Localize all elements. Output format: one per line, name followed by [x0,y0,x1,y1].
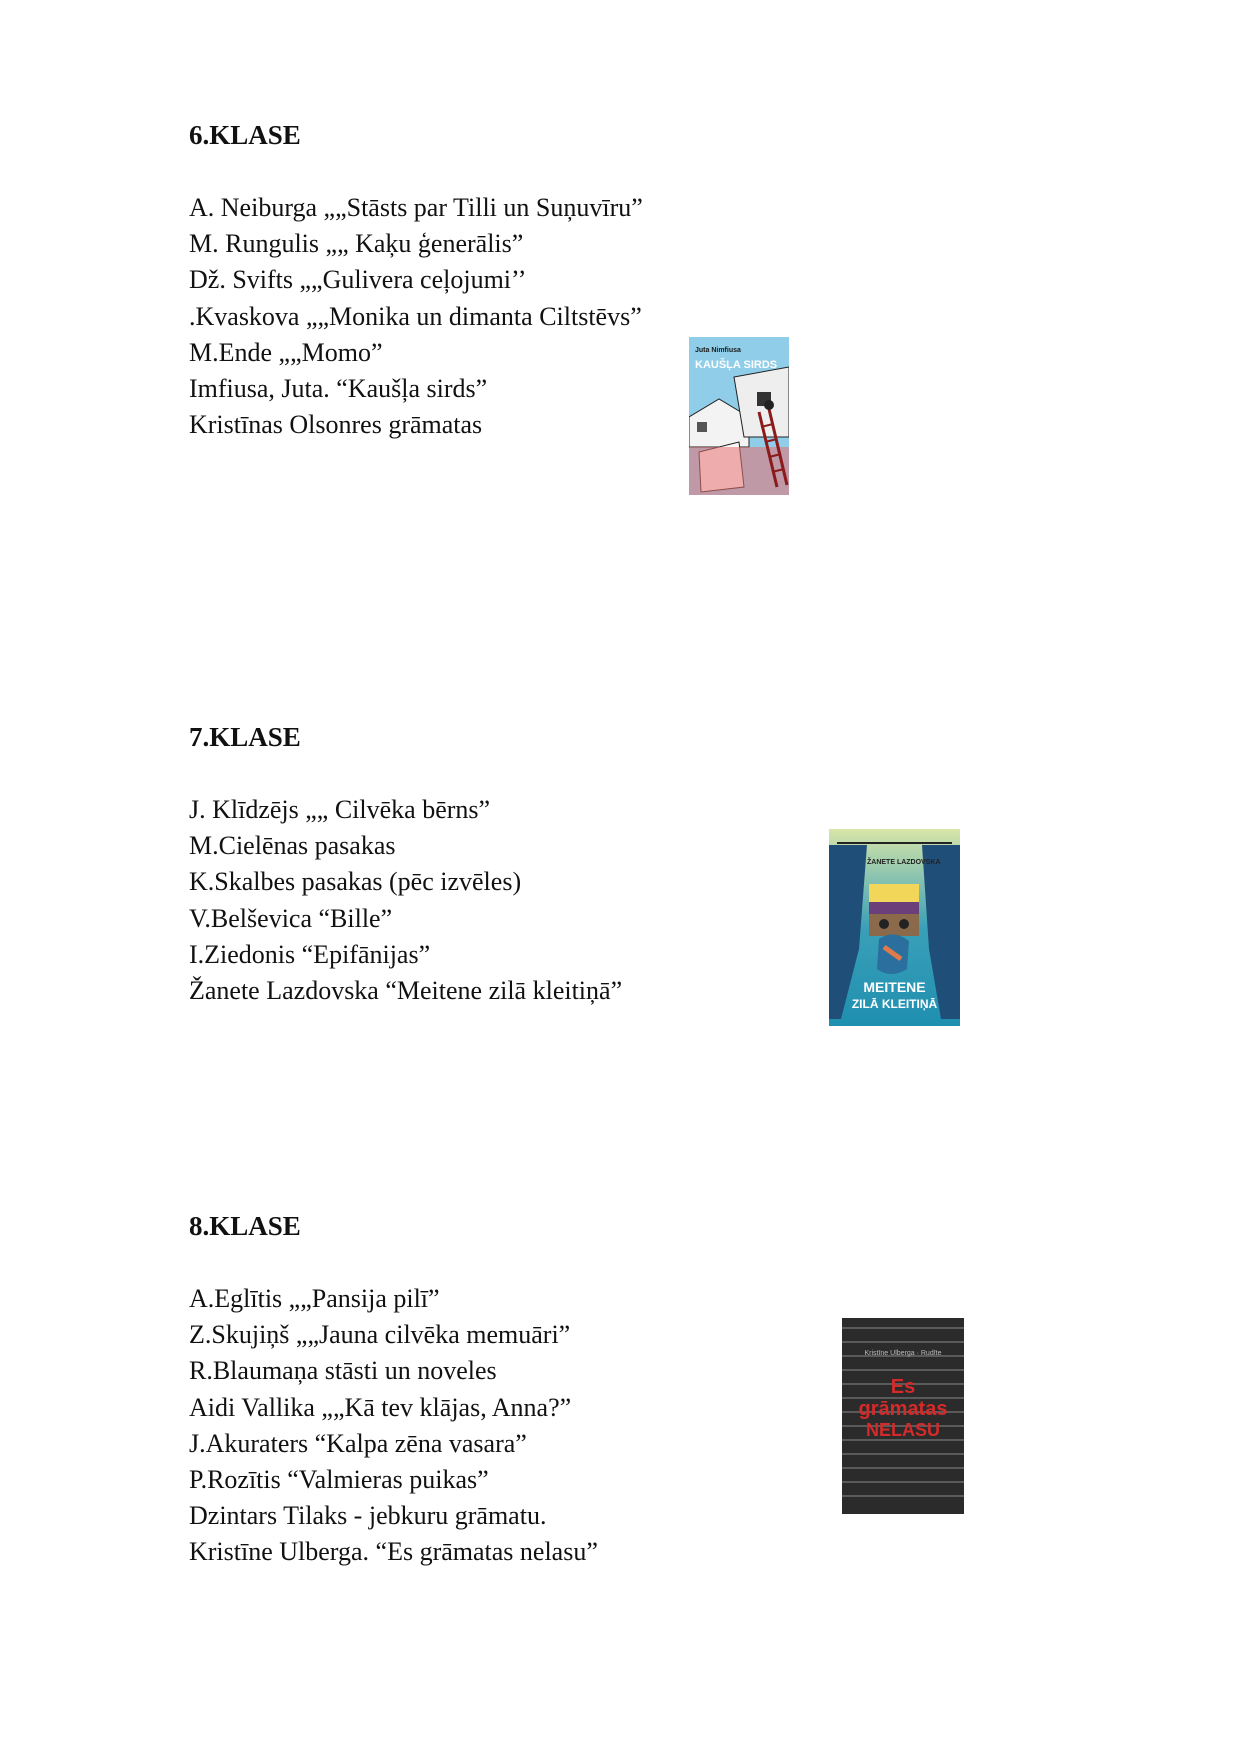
list-item: I.Ziedonis “Epifānijas” [189,939,431,969]
list-item: Imfiusa, Juta. “Kaušļa sirds” [189,373,488,403]
list-item: Dž. Svifts „„Gulivera ceļojumi’’ [189,265,527,295]
list-item: A. Neiburga „„Stāsts par Tilli un Suņuvīru” [189,193,643,222]
cover-title-line3: NELASU [865,1420,940,1440]
book-list-8 [189,1281,598,1571]
list-item: K.Skalbes pasakas (pēc izvēles) [189,867,522,897]
book-cover-es-gramatas-nelasu [842,1318,964,1514]
list-item: Dzintars Tilaks - jebkuru grāmatu. [189,1501,547,1531]
book-list-6 [189,190,643,443]
list-item: P.Rozītis “Valmieras puikas” [189,1464,489,1494]
list-item: M. Rungulis „„ Kaķu ģenerālis” [189,229,524,259]
list-item: Kristīne Ulberga. “Es grāmatas nelasu” [189,1537,598,1567]
list-item: Z.Skujiņš „„Jauna cilvēka memuāri” [189,1320,571,1350]
section-heading-7: 7.KLASE [189,722,301,752]
list-item: .Kvaskova „„Monika un dimanta Ciltstēvs” [189,301,642,331]
list-item: M.Cielēnas pasakas [189,831,396,861]
section-heading-6: 6.KLASE [189,120,301,150]
book-cover-kausla-sirds [689,337,789,495]
cover-title-line1: MEITENE [863,979,926,995]
list-item: Kristīnas Olsonres grāmatas [189,410,483,440]
list-item: R.Blaumaņa stāsti un noveles [189,1356,497,1386]
cover-author: Juta Nimfiusa [695,347,741,354]
section-heading-8: 8.KLASE [189,1211,301,1241]
list-item: M.Ende „„Momo” [189,337,383,367]
list-item: J. Klīdzējs „„ Cilvēka bērns” [189,795,491,824]
book-list-7 [189,792,622,1009]
list-item: V.Belševica “Bille” [189,903,393,933]
list-item: Žanete Lazdovska “Meitene zilā kleitiņā” [189,975,623,1005]
list-item: J.Akuraters “Kalpa zēna vasara” [189,1428,527,1458]
cover-title-line2: grāmatas [858,1398,948,1420]
cover-author: Kristīne Ulberga · Rudīte [864,1350,942,1357]
cover-title: KAUŠĻA SIRDS [695,359,778,371]
book-cover-meitene-zila-kleitina [829,829,960,1026]
cover-title-line1: Es [890,1376,916,1398]
list-item: A.Eglītis „„Pansija pilī” [189,1284,440,1313]
list-item: Aidi Vallika „„Kā tev klājas, Anna?” [189,1392,572,1422]
cover-title-line2: ZILĀ KLEITIŅĀ [851,997,938,1011]
cover-author: ŽANETE LAZDOVSKA [867,859,941,866]
